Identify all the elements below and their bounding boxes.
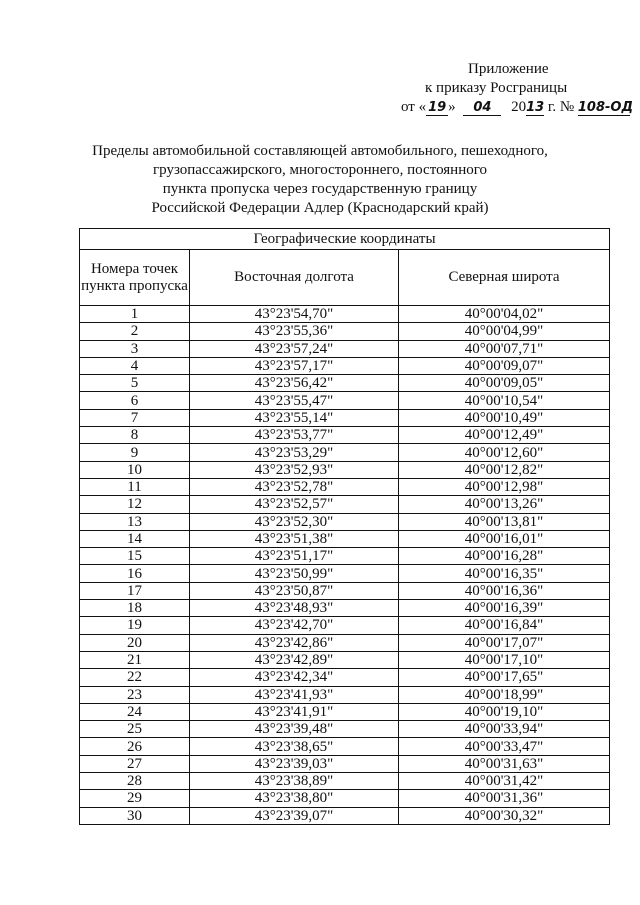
latitude-cell: 40°00'17,10" (399, 651, 610, 668)
group-header: Географические координаты (80, 229, 610, 250)
latitude-cell: 40°00'16,84" (399, 617, 610, 634)
point-number-cell: 3 (80, 340, 190, 357)
longitude-cell: 43°23'55,14" (190, 409, 399, 426)
longitude-cell: 43°23'55,47" (190, 392, 399, 409)
latitude-cell: 40°00'19,10" (399, 703, 610, 720)
handwritten-year: 13 (526, 100, 545, 115)
table-row (80, 721, 610, 738)
table-row (80, 548, 610, 565)
longitude-cell: 43°23'42,86" (190, 634, 399, 651)
point-number-cell: 22 (80, 669, 190, 686)
table-row (80, 617, 610, 634)
column-header-longitude: Восточная долгота (190, 250, 399, 306)
point-number-cell: 30 (80, 807, 190, 824)
table-row (80, 669, 610, 686)
longitude-cell: 43°23'42,34" (190, 669, 399, 686)
longitude-cell: 43°23'48,93" (190, 600, 399, 617)
table-row (80, 807, 610, 824)
table-row (80, 375, 610, 392)
longitude-cell: 43°23'39,03" (190, 755, 399, 772)
longitude-cell: 43°23'42,70" (190, 617, 399, 634)
latitude-cell: 40°00'13,81" (399, 513, 610, 530)
point-number-cell: 8 (80, 427, 190, 444)
longitude-cell: 43°23'42,89" (190, 651, 399, 668)
title-line-1: Пределы автомобильной составляющей автомобильного, пешеходного, (92, 143, 548, 159)
latitude-cell: 40°00'12,98" (399, 478, 610, 495)
latitude-cell: 40°00'04,02" (399, 306, 610, 323)
longitude-cell: 43°23'51,38" (190, 530, 399, 547)
table-row (80, 323, 610, 340)
table-row (80, 565, 610, 582)
point-number-cell: 28 (80, 773, 190, 790)
longitude-cell: 43°23'53,77" (190, 427, 399, 444)
table-row (80, 461, 610, 478)
point-number-cell: 10 (80, 461, 190, 478)
order-date-line (401, 98, 634, 117)
document-title (60, 142, 580, 218)
latitude-cell: 40°00'16,36" (399, 582, 610, 599)
point-number-cell: 15 (80, 548, 190, 565)
point-number-cell: 12 (80, 496, 190, 513)
year-prefix: 20 (511, 99, 527, 115)
latitude-cell: 40°00'09,05" (399, 375, 610, 392)
table-row (80, 427, 610, 444)
latitude-cell: 40°00'12,49" (399, 427, 610, 444)
table-row (80, 478, 610, 495)
longitude-cell: 43°23'57,24" (190, 340, 399, 357)
latitude-cell: 40°00'12,60" (399, 444, 610, 461)
point-number-cell: 25 (80, 721, 190, 738)
longitude-cell: 43°23'41,91" (190, 703, 399, 720)
longitude-cell: 43°23'50,99" (190, 565, 399, 582)
latitude-cell: 40°00'33,47" (399, 738, 610, 755)
point-number-cell: 13 (80, 513, 190, 530)
coordinates-table (79, 228, 610, 825)
longitude-cell: 43°23'39,07" (190, 807, 399, 824)
point-number-cell: 9 (80, 444, 190, 461)
table-row (80, 444, 610, 461)
table-row (80, 496, 610, 513)
point-number-cell: 16 (80, 565, 190, 582)
point-number-cell: 2 (80, 323, 190, 340)
latitude-cell: 40°00'31,63" (399, 755, 610, 772)
longitude-cell: 43°23'38,80" (190, 790, 399, 807)
latitude-cell: 40°00'07,71" (399, 340, 610, 357)
point-number-cell: 14 (80, 530, 190, 547)
point-number-cell: 23 (80, 686, 190, 703)
table-row (80, 686, 610, 703)
point-number-cell: 17 (80, 582, 190, 599)
latitude-cell: 40°00'30,32" (399, 807, 610, 824)
table-row (80, 703, 610, 720)
handwritten-order-number: 108-ОД (577, 100, 634, 115)
point-number-cell: 21 (80, 651, 190, 668)
date-prefix: от « (401, 99, 427, 115)
latitude-cell: 40°00'10,49" (399, 409, 610, 426)
latitude-cell: 40°00'33,94" (399, 721, 610, 738)
point-number-cell: 7 (80, 409, 190, 426)
longitude-cell: 43°23'51,17" (190, 548, 399, 565)
point-number-cell: 24 (80, 703, 190, 720)
handwritten-day: 19 (428, 100, 447, 115)
date-mid: » (448, 99, 456, 115)
latitude-cell: 40°00'16,01" (399, 530, 610, 547)
longitude-cell: 43°23'52,78" (190, 478, 399, 495)
table-row (80, 392, 610, 409)
longitude-cell: 43°23'41,93" (190, 686, 399, 703)
point-number-cell: 27 (80, 755, 190, 772)
table-row (80, 600, 610, 617)
latitude-cell: 40°00'18,99" (399, 686, 610, 703)
longitude-cell: 43°23'52,93" (190, 461, 399, 478)
table-row (80, 306, 610, 323)
point-number-cell: 11 (80, 478, 190, 495)
longitude-cell: 43°23'39,48" (190, 721, 399, 738)
table-row (80, 790, 610, 807)
point-number-cell: 5 (80, 375, 190, 392)
point-number-cell: 29 (80, 790, 190, 807)
latitude-cell: 40°00'17,07" (399, 634, 610, 651)
table-row (80, 634, 610, 651)
table-row (80, 340, 610, 357)
table-row (80, 409, 610, 426)
point-number-cell: 20 (80, 634, 190, 651)
latitude-cell: 40°00'31,36" (399, 790, 610, 807)
point-number-cell: 4 (80, 357, 190, 374)
longitude-cell: 43°23'52,57" (190, 496, 399, 513)
latitude-cell: 40°00'09,07" (399, 357, 610, 374)
point-number-cell: 18 (80, 600, 190, 617)
latitude-cell: 40°00'04,99" (399, 323, 610, 340)
longitude-cell: 43°23'52,30" (190, 513, 399, 530)
title-line-3: пункта пропуска через государственную границу (162, 181, 478, 197)
latitude-cell: 40°00'16,35" (399, 565, 610, 582)
table-row (80, 738, 610, 755)
handwritten-month: 04 (463, 100, 501, 116)
longitude-cell: 43°23'57,17" (190, 357, 399, 374)
number-prefix: г. № (547, 99, 575, 115)
longitude-cell: 43°23'38,65" (190, 738, 399, 755)
column-header-latitude: Северная широта (399, 250, 610, 306)
point-number-cell: 6 (80, 392, 190, 409)
longitude-cell: 43°23'55,36" (190, 323, 399, 340)
table-body (80, 306, 610, 825)
longitude-cell: 43°23'53,29" (190, 444, 399, 461)
table-row (80, 357, 610, 374)
order-reference: к приказу Росграницы (425, 80, 568, 96)
title-line-4: Российской Федерации Адлер (Краснодарский край) (151, 200, 489, 216)
point-number-cell: 26 (80, 738, 190, 755)
point-number-cell: 1 (80, 306, 190, 323)
latitude-cell: 40°00'31,42" (399, 773, 610, 790)
latitude-cell: 40°00'13,26" (399, 496, 610, 513)
latitude-cell: 40°00'16,28" (399, 548, 610, 565)
longitude-cell: 43°23'50,87" (190, 582, 399, 599)
latitude-cell: 40°00'12,82" (399, 461, 610, 478)
latitude-cell: 40°00'16,39" (399, 600, 610, 617)
appendix-label: Приложение (468, 61, 549, 77)
latitude-cell: 40°00'17,65" (399, 669, 610, 686)
longitude-cell: 43°23'56,42" (190, 375, 399, 392)
column-header-number: Номера точек пункта пропуска (80, 250, 190, 306)
table-row (80, 513, 610, 530)
table-row (80, 755, 610, 772)
longitude-cell: 43°23'54,70" (190, 306, 399, 323)
longitude-cell: 43°23'38,89" (190, 773, 399, 790)
table-row (80, 773, 610, 790)
table-row (80, 651, 610, 668)
point-number-cell: 19 (80, 617, 190, 634)
title-line-2: грузопассажирского, многостороннего, постоянного (152, 162, 488, 178)
latitude-cell: 40°00'10,54" (399, 392, 610, 409)
table-row (80, 582, 610, 599)
table-row (80, 530, 610, 547)
